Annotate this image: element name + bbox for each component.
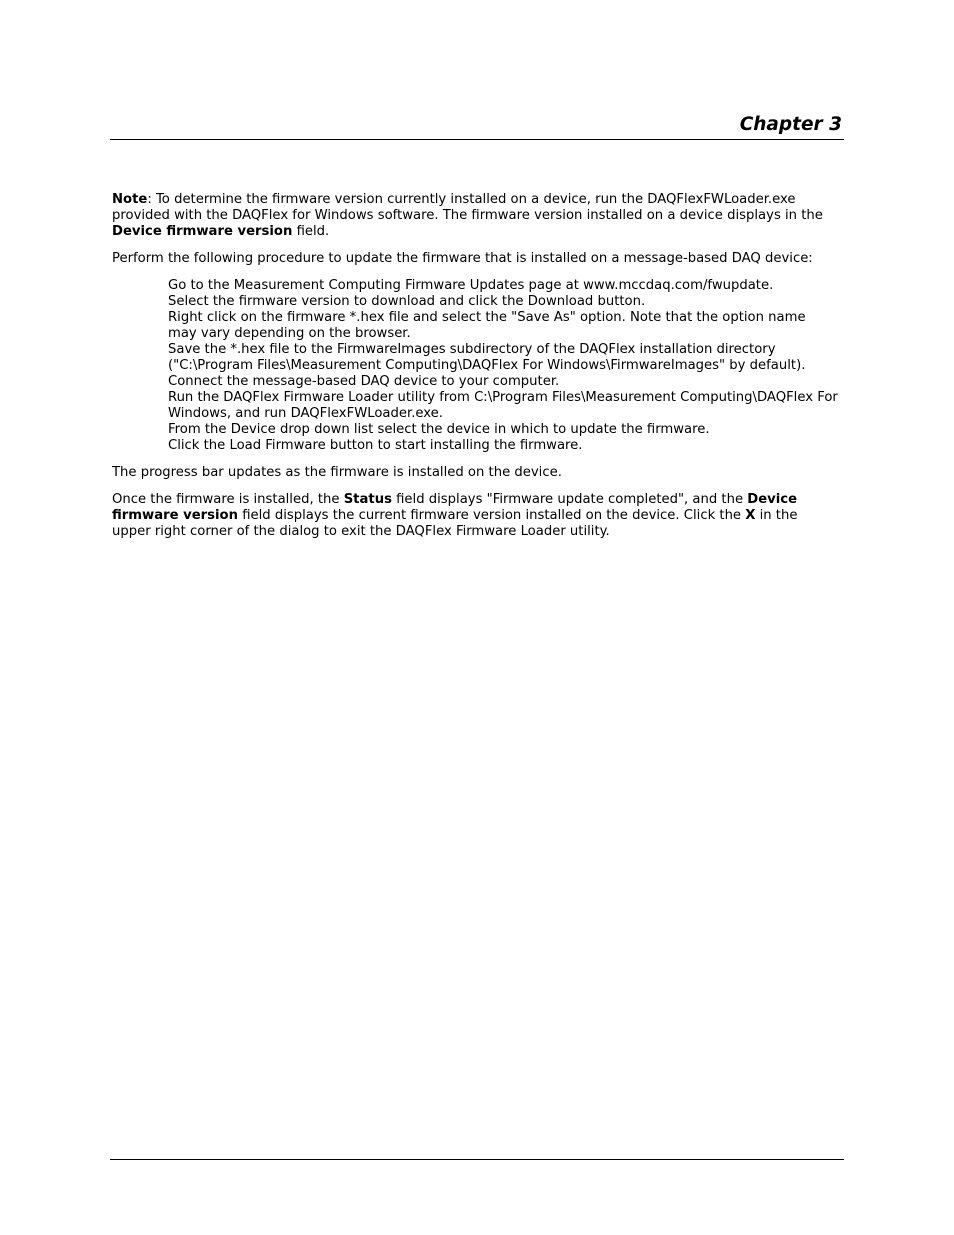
- final-text-4: in the upper right corner of the dialog to exit the DAQFlex Firmware Loader utility.: [112, 508, 798, 539]
- step-item: Connect the message-based DAQ device to your computer.: [168, 374, 560, 389]
- step-item: Click the Load Firmware button to start installing the firmware.: [168, 438, 583, 453]
- chapter-heading: Chapter 3: [739, 114, 842, 135]
- device-firmware-field-label: Device firmware version: [112, 492, 798, 523]
- progress-paragraph: The progress bar updates as the firmware is installed on the device.: [112, 465, 562, 480]
- note-text-2: field.: [292, 224, 330, 239]
- status-field-label: Status: [343, 492, 392, 507]
- intro-paragraph: Perform the following procedure to update the firmware that is installed on a message-based DAQ device:: [112, 251, 813, 266]
- final-text-2: field displays "Firmware update completed", and the: [391, 492, 748, 507]
- step-item: Select the firmware version to download and click the Download button.: [168, 294, 646, 309]
- close-x-label: X: [745, 508, 756, 523]
- final-text-1: Once the firmware is installed, the: [112, 492, 344, 507]
- step-item: From the Device drop down list select the device in which to update the firmware.: [168, 422, 710, 437]
- header-rule: [110, 139, 844, 140]
- note-bold-field: Device firmware version: [112, 224, 293, 239]
- final-text-3: field displays the current firmware version installed on the device. Click the: [238, 508, 746, 523]
- page-content: [112, 192, 838, 551]
- footer-rule: [110, 1159, 844, 1160]
- step-item: Run the DAQFlex Firmware Loader utility from C:\Program Files\Measurement Computing\DAQFlex For Windows, and run DAQFlexFWLoader.exe.: [168, 390, 838, 421]
- note-text-1: : To determine the firmware version currently installed on a device, run the DAQFlexFWLoader.exe provided with the DAQFlex for Windows software. The firmware version installed on a device displays in the: [112, 192, 823, 223]
- note-paragraph: [112, 192, 838, 240]
- procedure-steps: [112, 278, 838, 454]
- step-item: Save the *.hex file to the FirmwareImages subdirectory of the DAQFlex installation directory ("C:\Program Files\Measurement Computing\DAQFlex For Windows\FirmwareImages" by default).: [168, 342, 806, 373]
- step-item: Go to the Measurement Computing Firmware Updates page at www.mccdaq.com/fwupdate.: [168, 278, 774, 293]
- note-label: Note: [112, 192, 148, 207]
- final-paragraph: [112, 492, 838, 540]
- step-item: Right click on the firmware *.hex file and select the "Save As" option. Note that the option name may vary depending on the browser.: [168, 310, 806, 341]
